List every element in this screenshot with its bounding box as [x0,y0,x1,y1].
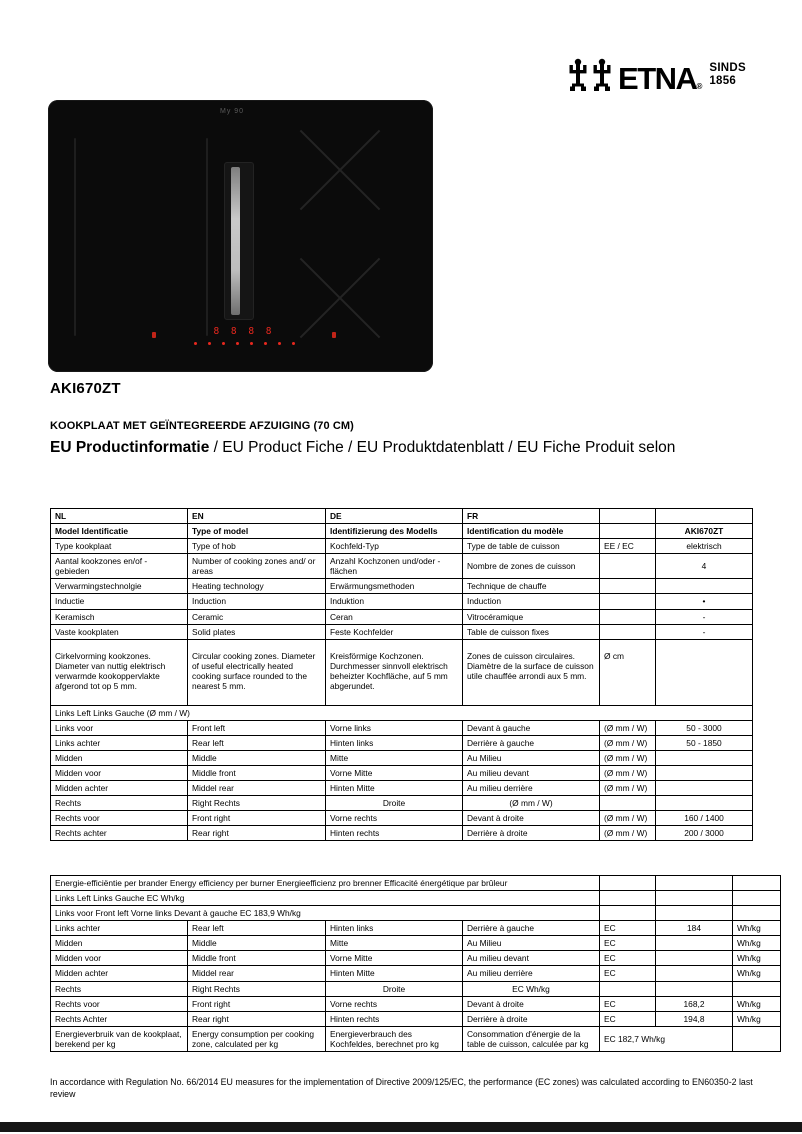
table-cell [656,796,753,811]
control-dot [236,342,239,345]
control-dot [264,342,267,345]
hob-control-display [166,326,322,345]
table-cell: EC [600,966,656,981]
table-cell: Midden voor [51,951,188,966]
table-cell [600,796,656,811]
table-row [51,609,753,624]
table-cell [656,966,733,981]
table-cell: EE / EC [600,539,656,554]
table-cell: Derrière à gauche [463,735,600,750]
table-row [51,826,753,841]
table-cell: Vorne Mitte [326,766,463,781]
table-cell: Kochfeld-Typ [326,539,463,554]
table-cell: 194,8 [656,1011,733,1026]
table-cell: Rechts Achter [51,1011,188,1026]
table-cell: Rear right [188,1011,326,1026]
table-cell: Derrière à droite [463,1011,600,1026]
table-cell: AKI670ZT [656,524,753,539]
table-cell: Identifizierung des Modells [326,524,463,539]
table-cell: Vitrocéramique [463,609,600,624]
table-cell: EC [600,936,656,951]
table-cell: Wh/kg [733,966,781,981]
control-dots [166,342,322,345]
table-cell: • [656,594,753,609]
table-cell: Rear left [188,921,326,936]
display-digits: 8 8 8 8 [213,326,275,337]
table-cell: Rechts voor [51,811,188,826]
table-cell [600,594,656,609]
table-cell: Wh/kg [733,996,781,1011]
control-indicator-icon [332,332,336,338]
table-cell [656,579,753,594]
table-cell: Front right [188,811,326,826]
zone-cross-icon [294,124,386,216]
table-cell: 4 [656,554,753,579]
table-cell: Wh/kg [733,951,781,966]
brand-tagline [709,58,746,88]
table-cell: Derrière à gauche [463,921,600,936]
table-cell: Verwarmingstechnolgie [51,579,188,594]
table-cell: Droite [326,981,463,996]
table-row [51,936,781,951]
table-cell: Hinten links [326,735,463,750]
table-cell: Middle [188,750,326,765]
table-cell: Aantal kookzones en/of - gebieden [51,554,188,579]
zone-divider-line [206,138,208,336]
table-cell: Au milieu devant [463,766,600,781]
table-cell [600,554,656,579]
table-cell: elektrisch [656,539,753,554]
table-cell: Table de cuisson fixes [463,624,600,639]
table-cell: Mitte [326,750,463,765]
table-cell [600,524,656,539]
table-cell: DE [326,509,463,524]
product-spec-table [50,508,753,841]
table-row [51,624,753,639]
table-row [51,509,753,524]
table-row [51,766,753,781]
table-cell: Middel rear [188,781,326,796]
table-cell: (Ø mm / W) [600,811,656,826]
table-cell: Links Left Links Gauche (Ø mm / W) [51,705,753,720]
table-cell [656,766,753,781]
table-row [51,705,753,720]
table-cell: Circular cooking zones. Diameter of useful electrically heated cooking surface rounded to the nearest 5 mm. [188,639,326,705]
table-cell: 168,2 [656,996,733,1011]
table-cell: Midden achter [51,781,188,796]
table-cell: - [656,624,753,639]
table-cell: Consommation d'énergie de la table de cuisson, calculée par kg [463,1026,600,1051]
andiron-icons [568,58,616,92]
table-cell: Middle front [188,951,326,966]
table-cell: Rear right [188,826,326,841]
table-row [51,639,753,705]
brand-name: ETNA [618,61,697,97]
table-cell: Vorne Mitte [326,951,463,966]
table-row [51,906,781,921]
table-cell: Wh/kg [733,1011,781,1026]
table-cell: NL [51,509,188,524]
table-cell [656,951,733,966]
table-cell: Ceramic [188,609,326,624]
hob-display-label: My 90 [220,108,245,115]
table-cell [656,876,733,891]
table-cell: Front right [188,996,326,1011]
table-cell: Induction [463,594,600,609]
table-cell: EC [600,996,656,1011]
table-cell: EN [188,509,326,524]
table-cell: (Ø mm / W) [600,781,656,796]
table-cell: Wh/kg [733,936,781,951]
table-cell: Hinten rechts [326,1011,463,1026]
table-cell: Model Identificatie [51,524,188,539]
table-cell: Devant à droite [463,811,600,826]
table-cell [656,936,733,951]
table-cell: Cirkelvorming kookzones. Diameter van nuttig elektrisch verwarmde kookoppervlakte afgerond tot op 5 mm. [51,639,188,705]
table-cell: - [656,609,753,624]
table-cell: Au milieu devant [463,951,600,966]
grille-highlight [231,167,240,315]
table-cell: Wh/kg [733,921,781,936]
table-cell: Hinten Mitte [326,966,463,981]
table-cell [656,639,753,705]
table-cell: Midden [51,750,188,765]
table-cell: (Ø mm / W) [600,735,656,750]
table-cell: 50 - 3000 [656,720,753,735]
table-cell: Au Milieu [463,750,600,765]
table-cell [733,876,781,891]
table-row [51,921,781,936]
table-cell: Droite [326,796,463,811]
table-cell: Links achter [51,735,188,750]
table-cell: Anzahl Kochzonen und/oder -flächen [326,554,463,579]
table-row [51,996,781,1011]
zone-divider-line [74,138,76,336]
table-cell: Type de table de cuisson [463,539,600,554]
control-dot [222,342,225,345]
table-cell: Identification du modèle [463,524,600,539]
brand-wordmark [568,58,703,97]
table-row [51,750,753,765]
table-row [51,966,781,981]
table-cell: Energieverbruik van de kookplaat, berekend per kg [51,1026,188,1051]
table-cell: Devant à droite [463,996,600,1011]
table-cell [600,906,656,921]
table-cell [733,891,781,906]
table-cell: Midden [51,936,188,951]
table-cell [656,906,733,921]
table-cell: Middle front [188,766,326,781]
table-row [51,554,753,579]
table-cell: Energie-efficiëntie per brander Energy efficiency per burner Energieefficienz pro brenner Efficacité énergétique par brûleur [51,876,600,891]
table-cell [656,750,753,765]
table-row [51,891,781,906]
table-cell: Au milieu derrière [463,966,600,981]
table-row [51,594,753,609]
table-cell: 200 / 3000 [656,826,753,841]
product-type-subtitle: KOOKPLAAT MET GEÏNTEGREERDE AFZUIGING (70 CM) [50,420,354,432]
table-cell [600,624,656,639]
table-row [51,579,753,594]
control-dot [194,342,197,345]
table-cell [656,981,733,996]
table-cell: Vorne links [326,720,463,735]
tagline-line2: 1856 [709,75,737,88]
table-cell: Ø cm [600,639,656,705]
table-cell [733,906,781,921]
table-row [51,951,781,966]
table-cell: Au milieu derrière [463,781,600,796]
table-cell: Rechts [51,796,188,811]
control-dot [250,342,253,345]
table-row [51,781,753,796]
table-cell: Right Rechts [188,981,326,996]
table-cell: Au Milieu [463,936,600,951]
table-cell [600,609,656,624]
table-cell [600,891,656,906]
table-cell: Mitte [326,936,463,951]
table-cell: 50 - 1850 [656,735,753,750]
table-row [51,981,781,996]
table-cell: Derrière à droite [463,826,600,841]
table-cell: Vorne rechts [326,996,463,1011]
product-image [48,100,433,372]
table-cell: Midden voor [51,766,188,781]
table-cell: Hinten Mitte [326,781,463,796]
table-cell: Solid plates [188,624,326,639]
table-cell: EC Wh/kg [463,981,600,996]
table-cell: Links Left Links Gauche EC Wh/kg [51,891,600,906]
table-cell: Nombre de zones de cuisson [463,554,600,579]
table-cell: Heating technology [188,579,326,594]
table-cell: Links achter [51,921,188,936]
table-cell: Rechts achter [51,826,188,841]
table-cell: Links voor Front left Vorne links Devant à gauche EC 183,9 Wh/kg [51,906,600,921]
table-cell: Keramisch [51,609,188,624]
table-cell: Type of model [188,524,326,539]
table-cell: 184 [656,921,733,936]
control-indicator-icon [152,332,156,338]
table-cell: Energieverbrauch des Kochfeldes, berechnet pro kg [326,1026,463,1051]
registered-mark-icon: ® [696,82,703,91]
table-cell [733,1026,781,1051]
table-cell: Inductie [51,594,188,609]
model-number-title: AKI670ZT [50,380,121,397]
table-cell [733,981,781,996]
table-cell [656,781,753,796]
table-cell: Rechts voor [51,996,188,1011]
table-cell: Devant à gauche [463,720,600,735]
table-cell: Induction [188,594,326,609]
table-cell: EC 182,7 Wh/kg [600,1026,733,1051]
fiche-title-rest: / EU Product Fiche / EU Produktdatenblatt / EU Fiche Produit selon [209,439,676,456]
table-cell: Kreisförmige Kochzonen. Durchmesser sinnvoll elektrisch beheizter Kochfläche, auf 5 mm abgerundet. [326,639,463,705]
control-dot [292,342,295,345]
table-cell: Feste Kochfelder [326,624,463,639]
table-cell: Vaste kookplaten [51,624,188,639]
table-row [51,524,753,539]
table-cell: EC [600,921,656,936]
table-cell [600,579,656,594]
table-cell: Type kookplaat [51,539,188,554]
table-cell [656,509,753,524]
table-cell: (Ø mm / W) [600,750,656,765]
control-dot [208,342,211,345]
table-cell: (Ø mm / W) [600,826,656,841]
table-cell: Erwärmungsmethoden [326,579,463,594]
regulation-footnote: In accordance with Regulation No. 66/2014 EU measures for the implementation of Directive 2009/125/EC, the performance (EC zones) was calculated according to EN60350-2 last review [50,1077,753,1100]
table-cell: (Ø mm / W) [600,766,656,781]
table-cell: EC [600,1011,656,1026]
table-cell: Right Rechts [188,796,326,811]
energy-efficiency-table [50,875,781,1052]
table-cell: Middle [188,936,326,951]
table-cell: Number of cooking zones and/ or areas [188,554,326,579]
table-row [51,876,781,891]
table-cell: Rear left [188,735,326,750]
table-cell: Type of hob [188,539,326,554]
table-cell: 160 / 1400 [656,811,753,826]
table-cell: Zones de cuisson circulaires. Diamètre de la surface de cuisson utile chauffée arrondi aux 5 mm. [463,639,600,705]
bottom-bar [0,1122,802,1132]
table-cell [600,981,656,996]
table-cell: EC [600,951,656,966]
table-row [51,1026,781,1051]
table-cell [656,891,733,906]
table-cell: Energy consumption per cooking zone, calculated per kg [188,1026,326,1051]
table-row [51,1011,781,1026]
table-row [51,796,753,811]
table-cell [600,509,656,524]
table-cell: (Ø mm / W) [463,796,600,811]
table-cell: Hinten rechts [326,826,463,841]
table-cell: Technique de chauffe [463,579,600,594]
table-cell: Rechts [51,981,188,996]
table-cell: Hinten links [326,921,463,936]
table-cell: Middel rear [188,966,326,981]
table-row [51,811,753,826]
control-dot [278,342,281,345]
fiche-title [50,439,675,457]
table-cell: Induktion [326,594,463,609]
table-row [51,720,753,735]
table-cell: Ceran [326,609,463,624]
tagline-line1: SINDS [709,62,746,74]
table-cell: Front left [188,720,326,735]
fiche-title-bold: EU Productinformatie [50,439,210,456]
extraction-grille [224,162,254,320]
table-row [51,539,753,554]
table-row [51,735,753,750]
table-cell: Midden achter [51,966,188,981]
etna-logo [568,58,746,97]
table-cell: Vorne rechts [326,811,463,826]
table-cell: Links voor [51,720,188,735]
table-cell [600,876,656,891]
table-cell: FR [463,509,600,524]
table-cell: (Ø mm / W) [600,720,656,735]
